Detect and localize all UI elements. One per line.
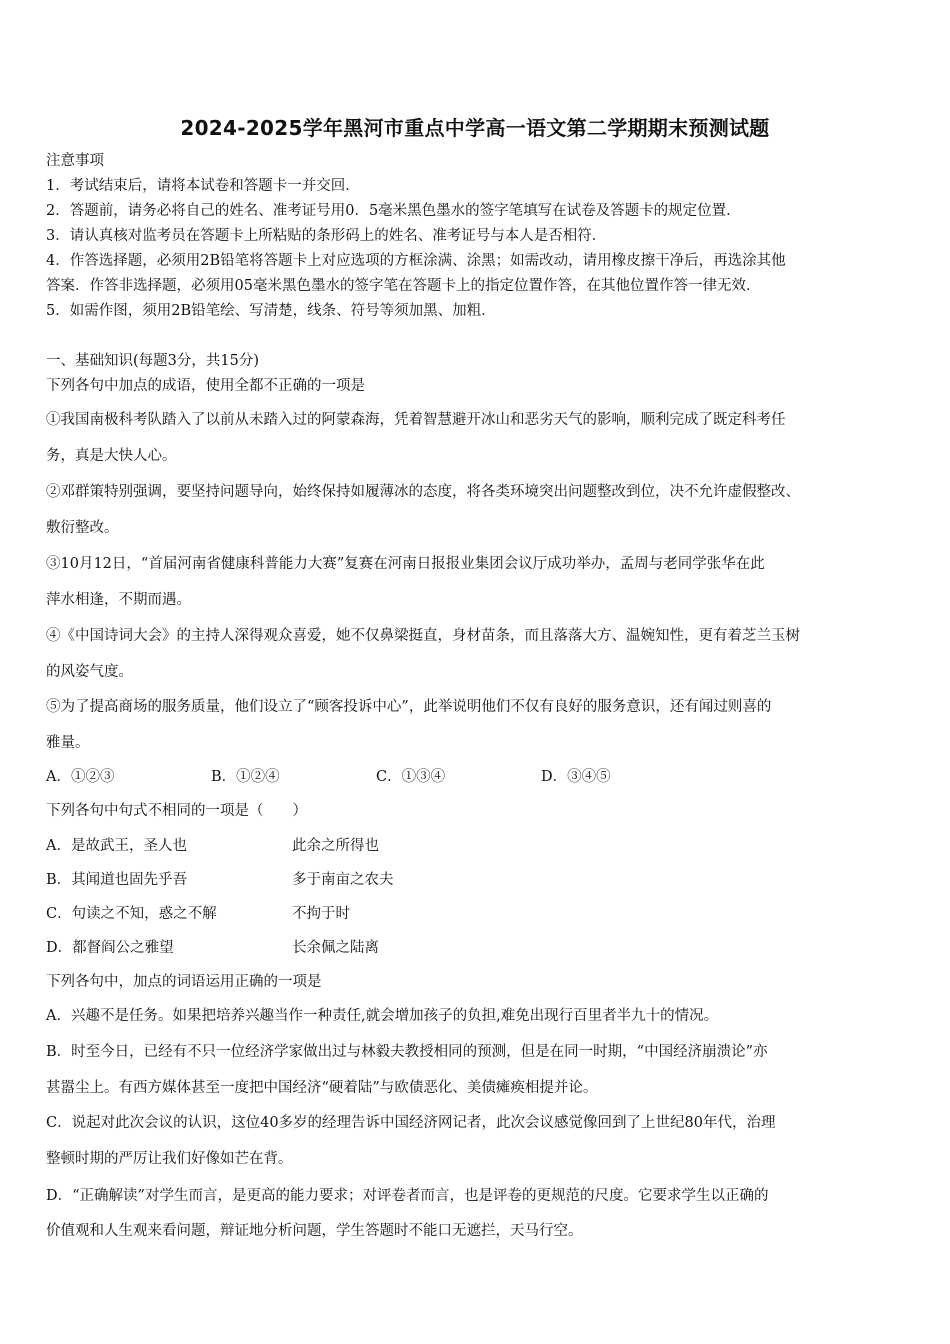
notice-item: 1．考试结束后，请将本试卷和答题卡一并交回． xyxy=(46,178,360,194)
question-1-line: 的风姿气度。 xyxy=(46,664,133,680)
question-1-stem: 下列各句中加点的成语，使用全都不正确的一项是 xyxy=(46,378,365,394)
question-1-line: ②邓群策特别强调，要坚持问题导向，始终保持如履薄冰的态度，将各类环境突出问题整改到位，决不允许虚假整改、 xyxy=(46,484,800,500)
question-2-option-d[interactable]: D．都督阎公之雅望 xyxy=(46,940,174,956)
question-1-line: ⑤为了提高商场的服务质量，他们设立了“顾客投诉中心”，此举说明他们不仅有良好的服务意识，还有闻过则喜的 xyxy=(46,699,772,715)
question-2-option-b[interactable]: B．其闻道也固先乎吾 xyxy=(46,872,188,888)
question-3-stem: 下列各句中，加点的词语运用正确的一项是 xyxy=(46,974,322,990)
question-1-line: ④《中国诗词大会》的主持人深得观众喜爱，她不仅鼻梁挺直，身材苗条，而且落落大方、温婉知性，更有着芝兰玉树 xyxy=(46,628,800,644)
question-1-line: ①我国南极科考队踏入了以前从未踏入过的阿蒙森海，凭着智慧避开冰山和恶劣天气的影响，顺利完成了既定科考任 xyxy=(46,412,786,428)
question-3-option-c[interactable]: C．说起对此次会议的认识，这位40多岁的经理告诉中国经济网记者，此次会议感觉像回到了上世纪80年代，治理 xyxy=(46,1115,776,1131)
question-2-option-c-pair: 不拘于时 xyxy=(292,906,350,922)
notice-item: 答案．作答非选择题，必须用05毫米黑色墨水的签字笔在答题卡上的指定位置作答，在其他位置作答一律无效． xyxy=(46,278,761,294)
question-2-option-a-pair: 此余之所得也 xyxy=(292,838,379,854)
question-1-option-c[interactable]: C．①③④ xyxy=(376,769,446,785)
notice-item: 2．答题前，请务必将自己的姓名、准考证号用0．5毫米黑色墨水的签字笔填写在试卷及答题卡的规定位置． xyxy=(46,203,741,219)
question-2-option-c[interactable]: C．句读之不知，惑之不解 xyxy=(46,906,217,922)
section-heading: 一、基础知识(每题3分，共15分) xyxy=(46,353,259,369)
question-1-line: 雅量。 xyxy=(46,735,90,751)
question-3-option-d-cont: 价值观和人生观来看问题，辩证地分析问题，学生答题时不能口无遮拦，天马行空。 xyxy=(46,1223,583,1239)
notice-item: 3．请认真核对监考员在答题卡上所粘贴的条形码上的姓名、准考证号与本人是否相符． xyxy=(46,228,607,244)
question-2-option-a[interactable]: A．是故武王，圣人也 xyxy=(46,838,187,854)
question-3-option-b-cont: 甚嚣尘上。有西方媒体甚至一度把中国经济“硬着陆”与欧债恶化、美债瘫痪相提并论。 xyxy=(46,1080,598,1096)
notice-item: 4．作答选择题，必须用2B铅笔将答题卡上对应选项的方框涂满、涂黑；如需改动，请用橡皮擦干净后，再选涂其他 xyxy=(46,253,786,269)
question-3-option-b[interactable]: B．时至今日，已经有不只一位经济学家做出过与林毅夫教授相同的预测，但是在同一时期，“中国经济崩溃论”亦 xyxy=(46,1044,768,1060)
question-1-option-d[interactable]: D．③④⑤ xyxy=(541,769,611,785)
notice-item: 5．如需作图，须用2B铅笔绘、写清楚，线条、符号等须加黑、加粗． xyxy=(46,303,496,319)
question-2-option-d-pair: 长余佩之陆离 xyxy=(292,940,379,956)
question-1-line: ③10月12日，“首届河南省健康科普能力大赛”复赛在河南日报报业集团会议厅成功举办，孟周与老同学张华在此 xyxy=(46,556,765,572)
question-3-option-c-cont: 整顿时期的严厉让我们好像如芒在背。 xyxy=(46,1151,293,1167)
question-1-option-b[interactable]: B．①②④ xyxy=(211,769,280,785)
question-1-line: 敷衍整改。 xyxy=(46,520,119,536)
question-2-option-b-pair: 多于南亩之农夫 xyxy=(292,872,394,888)
question-3-option-d[interactable]: D．“正确解读”对学生而言，是更高的能力要求；对评卷者而言，也是评卷的更规范的尺度。它要求学生以正确的 xyxy=(46,1188,769,1204)
question-3-option-a[interactable]: A．兴趣不是任务。如果把培养兴趣当作一种责任,就会增加孩子的负担,难免出现行百里者半九十的情况。 xyxy=(46,1008,719,1024)
question-2-stem: 下列各句中句式不相同的一项是（ ） xyxy=(46,803,307,819)
question-1-option-a[interactable]: A．①②③ xyxy=(46,769,115,785)
page-title: 2024-2025学年黑河市重点中学高一语文第二学期期末预测试题 xyxy=(180,116,770,140)
notice-heading: 注意事项 xyxy=(46,153,104,169)
question-1-line: 务，真是大快人心。 xyxy=(46,448,177,464)
question-1-line: 萍水相逢，不期而遇。 xyxy=(46,592,191,608)
